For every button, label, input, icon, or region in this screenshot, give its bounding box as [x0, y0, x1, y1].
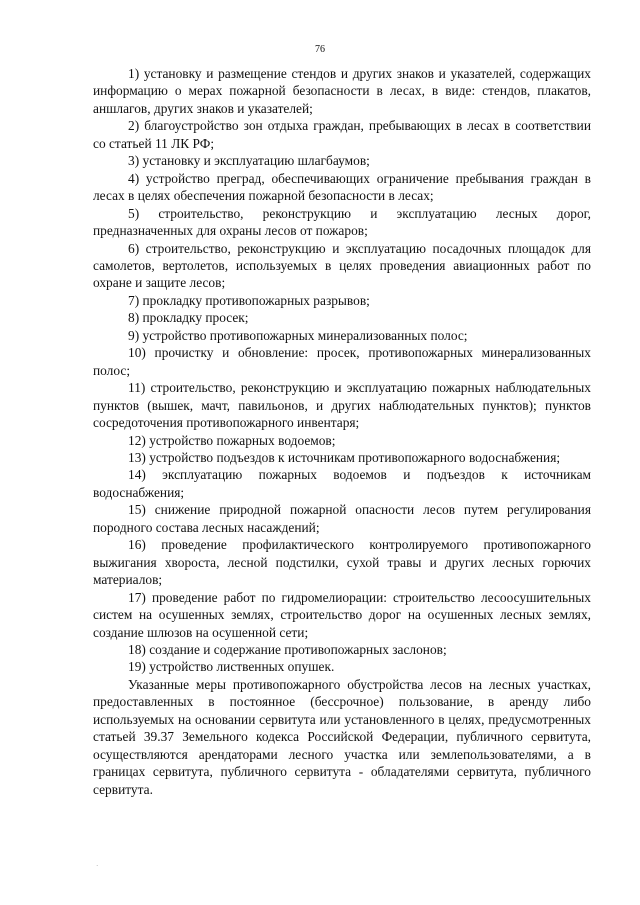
paragraph-closing: Указанные меры противопожарного обустройства лесов на лесных участках, предоставленных в постоянное (бессрочное) пользование, в аренду либо используемых на основании сервитута или установленного в целях, предусмотренных статьей 39.37 Земельного кодекса Российской Федерации, публичного сервитута, осуществляются арендаторами лесного участка или землепользователями, а в границах сервитута, публичного сервитута - обладателями сервитута, публичного сервитута. [93, 676, 591, 797]
document-body [93, 65, 591, 798]
paragraph-1: 1) установку и размещение стендов и других знаков и указателей, содержащих информацию о мерах пожарной безопасности в лесах, в виде: стендов, плакатов, аншлагов, других знаков и указателей; [93, 66, 591, 116]
paragraph-7: 7) прокладку противопожарных разрывов; [128, 292, 370, 308]
scan-mark: · [96, 862, 99, 870]
paragraph-2: 2) благоустройство зон отдыха граждан, пребывающих в лесах в соответствии со статьей 11 ЛК РФ; [93, 118, 591, 151]
paragraph-16: 16) проведение профилактического контролируемого противопожарного выжигания хвороста, лесной подстилки, сухой травы и других лесных горючих материалов; [93, 537, 591, 588]
paragraph-12: 12) устройство пожарных водоемов; [128, 432, 336, 448]
paragraph-10: 10) прочистку и обновление: просек, противопожарных минерализованных полос; [93, 345, 591, 378]
paragraph-9: 9) устройство противопожарных минерализованных полос; [128, 327, 468, 343]
page-number: 76 [315, 44, 325, 55]
paragraph-14: 14) эксплуатацию пожарных водоемов и подъездов к источникам водоснабжения; [93, 467, 591, 500]
paragraph-19: 19) устройство лиственных опушек. [128, 659, 335, 675]
paragraph-8: 8) прокладку просек; [128, 310, 249, 326]
paragraph-6: 6) строительство, реконструкцию и эксплуатацию посадочных площадок для самолетов, вертолетов, используемых в целях проведения авиационных работ по охране и защите лесов; [93, 240, 591, 291]
paragraph-4: 4) устройство преград, обеспечивающих ограничение пребывания граждан в лесах в целях обеспечения пожарной безопасности в лесах; [93, 170, 591, 204]
paragraph-11: 11) строительство, реконструкцию и эксплуатацию пожарных наблюдательных пунктов (вышек, мачт, павильонов, и других наблюдательных пунктов); пунктов сосредоточения противопожарного инвентаря; [93, 380, 591, 431]
paragraph-3: 3) установку и эксплуатацию шлагбаумов; [128, 153, 370, 169]
paragraph-13: 13) устройство подъездов к источникам противопожарного водоснабжения; [128, 449, 561, 465]
paragraph-5: 5) строительство, реконструкцию и эксплуатацию лесных дорог, предназначенных для охраны лесов от пожаров; [93, 205, 591, 239]
paragraph-18: 18) создание и содержание противопожарных заслонов; [128, 641, 447, 657]
paragraph-15: 15) снижение природной пожарной опасности лесов путем регулирования породного состава лесных насаждений; [93, 502, 591, 535]
paragraph-17: 17) проведение работ по гидромелиорации: строительство лесоосушительных систем на осушенных землях, строительство дорог на осушенных лесных землях, создание шлюзов на осушенной сети; [93, 589, 591, 640]
